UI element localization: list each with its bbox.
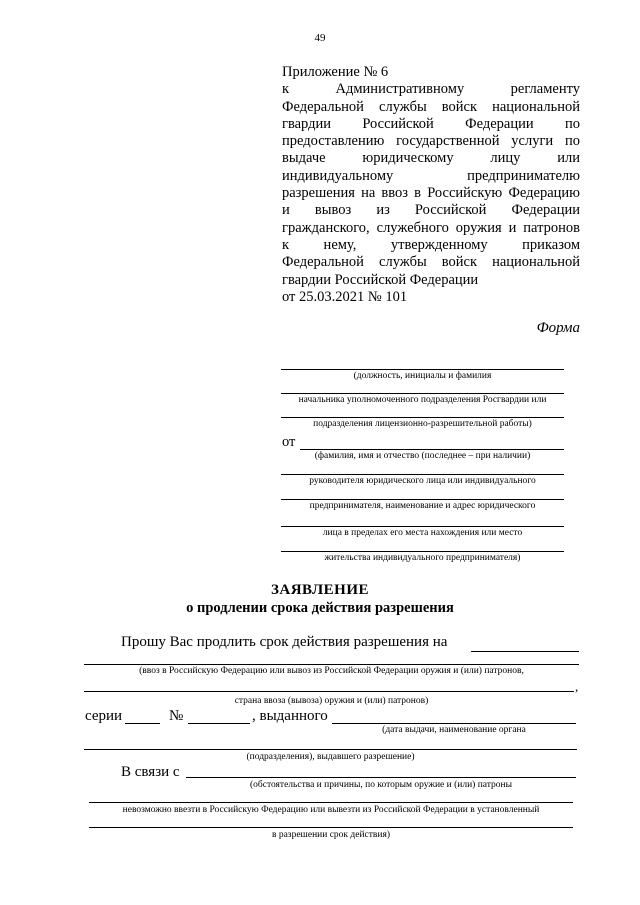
addressee-caption: руководителя юридического лица или индивидуального bbox=[309, 476, 536, 486]
addressee-line[interactable] bbox=[281, 369, 564, 370]
appendix-line: гвардии Российской Федерации по bbox=[282, 115, 580, 132]
appendix-line: к Административному регламенту bbox=[282, 81, 580, 98]
from-line[interactable] bbox=[300, 449, 564, 450]
issued-field[interactable] bbox=[332, 723, 576, 724]
appendix-line: от 25.03.2021 № 101 bbox=[282, 288, 408, 305]
body-caption: (обстоятельства и причины, по которым оружие и (или) патроны bbox=[249, 780, 512, 790]
body-line[interactable] bbox=[89, 827, 573, 828]
reason-label: В связи с bbox=[121, 764, 180, 780]
body-line[interactable] bbox=[84, 691, 574, 692]
addressee-line[interactable] bbox=[281, 474, 564, 475]
series-label: серии bbox=[85, 708, 123, 724]
appendix-block bbox=[282, 64, 580, 306]
appendix-line: Федеральной службы войск национальной bbox=[282, 254, 580, 271]
series-field[interactable] bbox=[125, 723, 160, 724]
appendix-line: гражданского, служебного оружия и патронов bbox=[282, 219, 580, 236]
addressee-line[interactable] bbox=[281, 417, 564, 418]
document-subtitle: о продлении срока действия разрешения bbox=[186, 600, 454, 616]
body-caption: (дата выдачи, наименование органа bbox=[382, 725, 526, 735]
body-line[interactable] bbox=[84, 664, 579, 665]
appendix-line: выдаче юридическому лицу или bbox=[282, 150, 580, 167]
addressee-caption: жительства индивидуального предпринимателя) bbox=[324, 553, 521, 563]
body-line[interactable] bbox=[84, 749, 577, 750]
request-line[interactable] bbox=[471, 651, 579, 652]
body-caption: (ввоз в Российскую Федерацию или вывоз из Российской Федерации оружия и (или) патронов, bbox=[139, 666, 524, 676]
body-caption: невозможно ввезти в Российскую Федерацию или вывезти из Российской Федерации в установленный bbox=[122, 805, 540, 815]
number-label: № bbox=[169, 708, 184, 724]
body-line[interactable] bbox=[89, 802, 573, 803]
addressee-caption: подразделения лицензионно-разрешительной работы) bbox=[313, 419, 532, 429]
body-caption: страна ввоза (вывоза) оружия и (или) патронов) bbox=[234, 696, 429, 706]
addressee-caption: (должность, инициалы и фамилия bbox=[353, 371, 492, 381]
appendix-line: и вывоз из Российской Федерации bbox=[282, 202, 580, 219]
addressee-caption: начальника уполномоченного подразделения Росгвардии или bbox=[298, 395, 547, 405]
body-caption: в разрешении срок действия) bbox=[271, 830, 391, 840]
appendix-line: индивидуальному предпринимателю bbox=[282, 167, 580, 184]
appendix-line: гвардии Российской Федерации bbox=[282, 271, 479, 288]
addressee-line[interactable] bbox=[281, 499, 564, 500]
addressee-caption: лица в пределах его места нахождения или место bbox=[322, 528, 523, 538]
addressee-line[interactable] bbox=[281, 526, 564, 527]
addressee-line[interactable] bbox=[281, 551, 564, 552]
appendix-line: Федеральной службы войск национальной bbox=[282, 98, 580, 115]
issued-label: , выданного bbox=[252, 708, 328, 724]
appendix-line: разрешения на ввоз в Российскую Федерацию bbox=[282, 185, 580, 202]
appendix-line: к нему, утвержденному приказом bbox=[282, 236, 580, 253]
addressee-line[interactable] bbox=[281, 393, 564, 394]
addressee-caption: предпринимателя, наименование и адрес юридического bbox=[309, 501, 536, 511]
document-title: ЗАЯВЛЕНИЕ bbox=[270, 582, 370, 598]
appendix-line: предоставлению государственной услуги по bbox=[282, 133, 580, 150]
form-label: Форма bbox=[536, 320, 580, 336]
body-caption: (подразделения), выдавшего разрешение) bbox=[246, 752, 415, 762]
from-label: от bbox=[282, 434, 296, 450]
reason-field[interactable] bbox=[186, 777, 576, 778]
request-text: Прошу Вас продлить срок действия разрешения на bbox=[121, 634, 448, 650]
addressee-caption: (фамилия, имя и отчество (последнее – при наличии) bbox=[314, 451, 531, 461]
appendix-line: Приложение № 6 bbox=[282, 64, 389, 80]
number-field[interactable] bbox=[188, 723, 250, 724]
page-number: 49 bbox=[314, 32, 326, 44]
comma: , bbox=[575, 679, 579, 694]
